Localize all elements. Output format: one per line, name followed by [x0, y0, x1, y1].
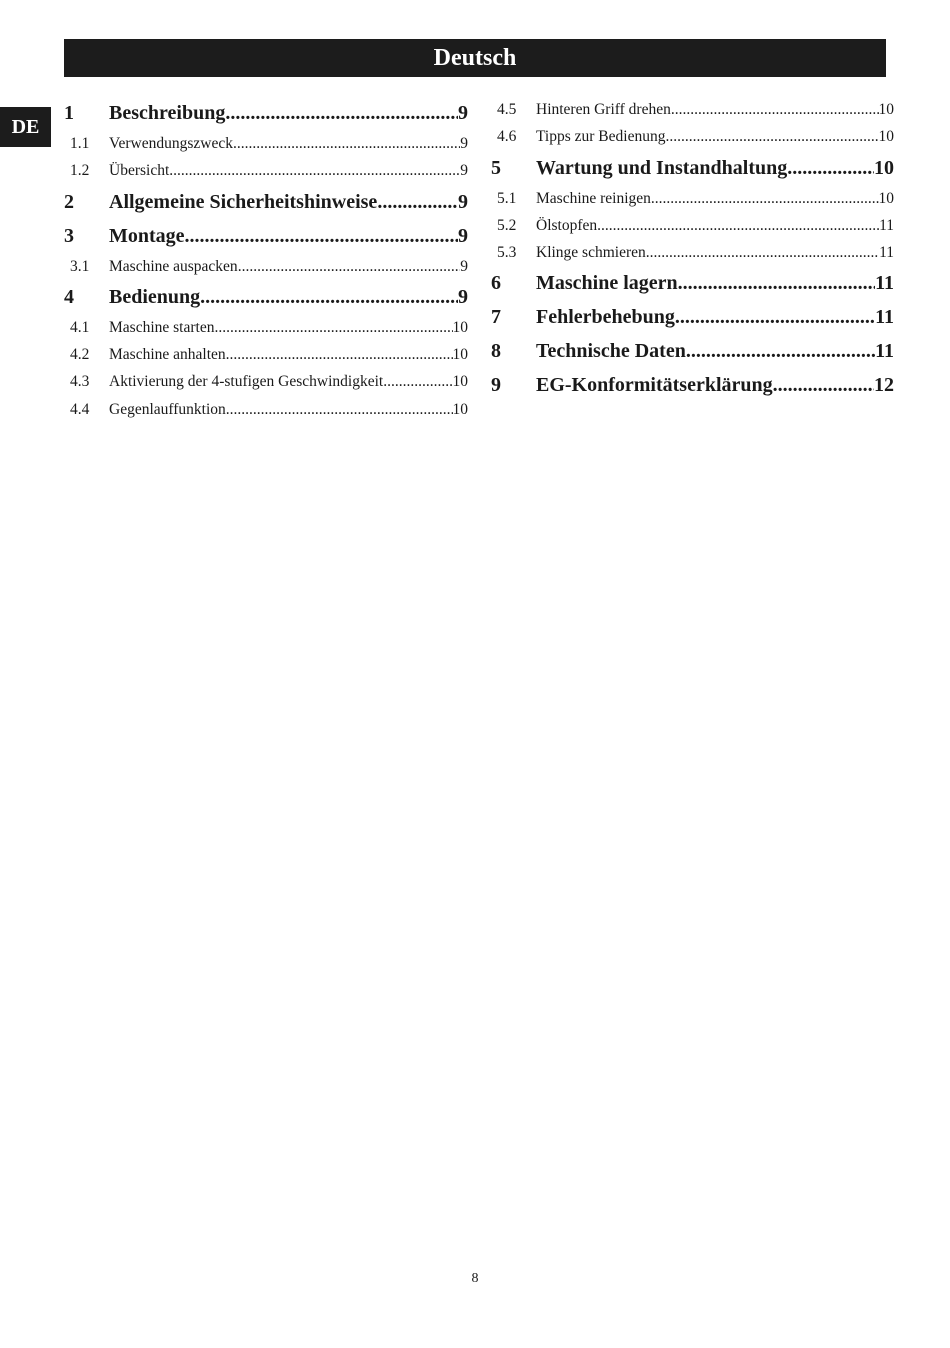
- toc-entry-number: 4.4: [70, 400, 90, 418]
- toc-entry-page: 10: [878, 101, 894, 118]
- toc-dot-leader: [169, 157, 460, 184]
- toc-entry-page: 9: [460, 257, 468, 275]
- toc-entry-page: 11: [875, 306, 894, 329]
- toc-entry[interactable]: [491, 334, 894, 368]
- toc-entry-page: 9: [458, 190, 468, 213]
- toc-dot-leader: [597, 212, 879, 239]
- toc-entry-title: Technische Daten: [536, 340, 686, 363]
- toc-entry-page: 9: [458, 224, 468, 247]
- toc-entry-title: Maschine lagern: [536, 272, 678, 295]
- toc-dot-leader: [675, 300, 875, 334]
- toc-entry-title: Maschine anhalten: [109, 346, 226, 364]
- language-tab: [0, 107, 51, 147]
- page-number: 8: [471, 1271, 479, 1286]
- toc-entry[interactable]: [491, 185, 894, 212]
- toc-entry-page: 10: [878, 128, 894, 146]
- toc-entry-number: 8: [491, 340, 501, 363]
- toc-entry-page: 10: [452, 373, 468, 391]
- toc-entry-number: 3: [64, 224, 74, 247]
- toc-entry-page: 10: [878, 189, 894, 207]
- toc-entry-page: 9: [458, 102, 468, 124]
- toc-dot-leader: [185, 219, 458, 253]
- toc-entry[interactable]: [491, 368, 894, 402]
- toc-entry-number: 4.5: [497, 101, 517, 118]
- toc-entry[interactable]: [64, 396, 468, 423]
- toc-entry[interactable]: [491, 96, 894, 123]
- toc-entry-title: Ölstopfen: [536, 216, 598, 234]
- toc-dot-leader: [214, 314, 452, 341]
- toc-dot-leader: [200, 280, 458, 314]
- toc-dot-leader: [671, 96, 879, 123]
- toc-entry[interactable]: [64, 130, 468, 157]
- toc-entry[interactable]: [64, 157, 468, 184]
- toc-entry-page: 11: [879, 244, 894, 262]
- toc-entry-title: Beschreibung: [109, 102, 226, 124]
- toc-right-column: [491, 96, 894, 402]
- toc-entry-title: Fehlerbehebung: [536, 306, 675, 329]
- toc-entry-number: 4.6: [497, 128, 517, 146]
- toc-entry-title: Maschine reinigen: [536, 189, 651, 207]
- toc-entry-number: 4: [64, 285, 74, 308]
- toc-dot-leader: [233, 130, 460, 157]
- toc-entry-page: 11: [875, 272, 894, 295]
- toc-dot-leader: [665, 123, 878, 150]
- toc-entry-number: 1.1: [70, 135, 90, 152]
- toc-entry-page: 11: [879, 216, 894, 234]
- toc-entry-number: 6: [491, 272, 501, 295]
- toc-entry-number: 9: [491, 374, 501, 397]
- toc-entry-page: 12: [874, 374, 894, 397]
- toc-entry[interactable]: [64, 368, 468, 395]
- toc-entry[interactable]: [64, 96, 468, 130]
- toc-entry-title: Aktivierung der 4-stufigen Geschwindigkeit: [109, 373, 384, 391]
- toc-dot-leader: [686, 334, 875, 368]
- toc-entry-number: 4.2: [70, 346, 90, 364]
- toc-entry[interactable]: [491, 239, 894, 266]
- toc-entry-page: 9: [458, 285, 468, 308]
- toc-entry-title: Wartung und Instandhaltung: [536, 156, 788, 179]
- toc-entry-number: 5.1: [497, 189, 517, 207]
- toc-entry[interactable]: [491, 151, 894, 185]
- toc-entry-page: 11: [875, 340, 894, 363]
- toc-entry-title: Allgemeine Sicherheitshinweise: [109, 190, 378, 213]
- toc-entry-number: 1: [64, 102, 74, 124]
- toc-entry[interactable]: [64, 219, 468, 253]
- toc-entry-page: 10: [452, 400, 468, 418]
- toc-entry-title: Klinge schmieren: [536, 244, 646, 262]
- toc-dot-leader: [787, 151, 874, 185]
- toc-entry-title: Maschine starten: [109, 318, 215, 336]
- toc-entry[interactable]: [491, 123, 894, 150]
- toc-entry[interactable]: [64, 185, 468, 219]
- toc-dot-leader: [383, 368, 452, 395]
- toc-entry-number: 3.1: [70, 257, 90, 275]
- toc-entry[interactable]: [64, 341, 468, 368]
- toc-entry[interactable]: [64, 280, 468, 314]
- toc-entry-title: Tipps zur Bedienung: [536, 128, 666, 146]
- toc-dot-leader: [238, 253, 461, 280]
- toc-entry-page: 10: [874, 156, 894, 179]
- toc-dot-leader: [646, 239, 879, 266]
- toc-entry-number: 5: [491, 156, 501, 179]
- toc-entry-number: 7: [491, 306, 501, 329]
- toc-dot-leader: [377, 185, 458, 219]
- toc-entry-page: 10: [452, 318, 468, 336]
- toc-entry-title: Gegenlauffunktion: [109, 400, 226, 418]
- toc-entry-page: 9: [460, 135, 468, 152]
- toc-entry-title: Montage: [109, 224, 185, 247]
- toc-dot-leader: [678, 266, 875, 300]
- toc-left-column: [64, 96, 468, 423]
- toc-entry[interactable]: [491, 300, 894, 334]
- toc-dot-leader: [651, 185, 879, 212]
- toc-entry-number: 1.2: [70, 162, 90, 180]
- toc-entry-title: Übersicht: [109, 162, 170, 180]
- toc-dot-leader: [226, 341, 453, 368]
- toc-entry-number: 2: [64, 190, 74, 213]
- toc-entry-page: 9: [460, 162, 468, 180]
- section-title: Deutsch: [433, 44, 517, 71]
- toc-entry-number: 4.1: [70, 318, 90, 336]
- toc-dot-leader: [226, 396, 453, 423]
- toc-entry-number: 5.3: [497, 244, 517, 262]
- toc-entry-page: 10: [452, 346, 468, 364]
- toc-entry[interactable]: [64, 253, 468, 280]
- toc-entry-title: Hinteren Griff drehen: [536, 101, 671, 118]
- toc-dot-leader: [773, 368, 874, 402]
- toc-entry-title: Bedienung: [109, 285, 201, 308]
- toc-entry-number: 5.2: [497, 216, 517, 234]
- toc-dot-leader: [225, 96, 458, 130]
- toc-entry-title: EG-Konformitätserklärung: [536, 374, 773, 397]
- toc-entry[interactable]: [64, 314, 468, 341]
- toc-entry-number: 4.3: [70, 373, 90, 391]
- toc-entry[interactable]: [491, 266, 894, 300]
- toc-entry-title: Verwendungszweck: [109, 135, 233, 152]
- language-label: DE: [11, 115, 40, 138]
- section-header: [64, 39, 886, 77]
- toc-entry-title: Maschine auspacken: [109, 257, 238, 275]
- toc-entry[interactable]: [491, 212, 894, 239]
